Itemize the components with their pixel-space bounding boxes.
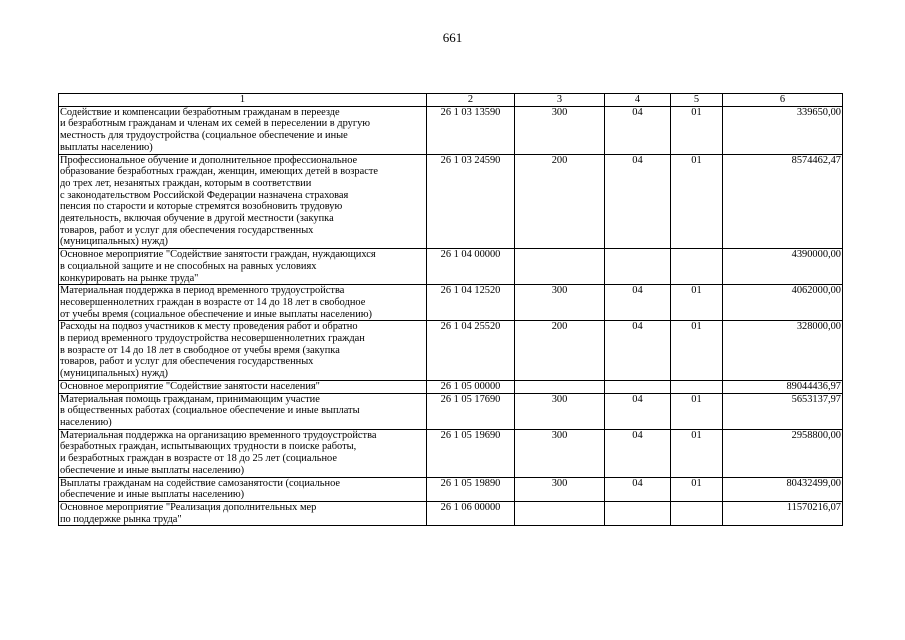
- row-name-line: в возрасте от 14 до 18 лет в свободное от учебы время (закупка: [60, 344, 340, 356]
- row-name-cell: [59, 249, 427, 285]
- row-col4-cell: 04: [605, 321, 671, 381]
- table-row: [59, 501, 843, 525]
- page-number: 661: [442, 30, 463, 45]
- table-row: [59, 285, 843, 321]
- row-code-cell: 26 1 05 17690: [427, 393, 515, 429]
- header-cell-1: 1: [59, 94, 427, 107]
- row-col5-cell: 01: [671, 285, 723, 321]
- row-code-cell: 26 1 03 24590: [427, 154, 515, 249]
- row-name-line: Расходы на подвоз участников к месту проведения работ и обратно: [60, 321, 358, 333]
- row-code-cell: 26 1 04 00000: [427, 249, 515, 285]
- row-code-cell: 26 1 05 19690: [427, 429, 515, 477]
- row-code-cell: 26 1 04 12520: [427, 285, 515, 321]
- row-name-line: в период временного трудоустройства несовершеннолетних граждан: [60, 333, 365, 345]
- row-col3-cell: 300: [515, 285, 605, 321]
- row-name-cell: [59, 321, 427, 381]
- row-name-line: и безработным гражданам и членам их семей в переселении в другую: [60, 118, 371, 130]
- row-col5-cell: [671, 501, 723, 525]
- table-row: [59, 477, 843, 501]
- row-col5-cell: [671, 249, 723, 285]
- row-name-line: конкурировать на рынке труда": [60, 272, 199, 284]
- row-name-line: Материальная помощь гражданам, принимающим участие: [60, 393, 320, 405]
- row-name-line: обеспечение и иные выплаты населению): [60, 489, 245, 501]
- row-name-line: по поддержке рынка труда": [60, 513, 182, 525]
- row-name-line: деятельность, включая обучение в другой местности (закупка: [60, 213, 334, 225]
- row-col4-cell: 04: [605, 154, 671, 249]
- row-sum-cell: 8574462,47: [723, 154, 843, 249]
- row-sum-cell: 4062000,00: [723, 285, 843, 321]
- row-name-line: пенсия по старости и которые стремятся возобновить трудовую: [60, 201, 343, 213]
- row-name-line: Выплаты гражданам на содействие самозанятости (социальное: [60, 477, 341, 489]
- row-sum-cell: 11570216,07: [723, 501, 843, 525]
- row-col4-cell: 04: [605, 106, 671, 154]
- row-name-line: Основное мероприятие "Содействие занятости населения": [60, 380, 320, 392]
- row-col3-cell: 300: [515, 477, 605, 501]
- row-name-line: Содействие и компенсации безработным гражданам в переезде: [60, 106, 340, 118]
- table-row: [59, 154, 843, 249]
- row-col4-cell: 04: [605, 429, 671, 477]
- row-name-cell: [59, 429, 427, 477]
- row-col4-cell: 04: [605, 393, 671, 429]
- row-name-line: обеспечение и иные выплаты населению): [60, 464, 245, 476]
- table-row: [59, 249, 843, 285]
- row-sum-cell: 328000,00: [723, 321, 843, 381]
- row-col3-cell: 300: [515, 393, 605, 429]
- row-col5-cell: 01: [671, 154, 723, 249]
- row-name-line: от учебы время (социальное обеспечение и иные выплаты населению): [60, 308, 373, 320]
- row-code-cell: 26 1 03 13590: [427, 106, 515, 154]
- row-col3-cell: 200: [515, 321, 605, 381]
- row-name-line: местность для трудоустройства (социальное обеспечение и иные: [60, 130, 348, 142]
- budget-table: [58, 93, 843, 526]
- header-cell-4: 4: [605, 94, 671, 107]
- row-col4-cell: 04: [605, 285, 671, 321]
- row-col5-cell: 01: [671, 393, 723, 429]
- table-header-row: [59, 94, 843, 107]
- row-name-line: товаров, работ и услуг для обеспечения государственных: [60, 356, 314, 368]
- row-code-cell: 26 1 05 00000: [427, 380, 515, 393]
- row-name-line: в общественных работах (социальное обеспечение и иные выплаты: [60, 405, 360, 417]
- table-body: [59, 106, 843, 526]
- row-sum-cell: 80432499,00: [723, 477, 843, 501]
- row-sum-cell: 339650,00: [723, 106, 843, 154]
- row-col4-cell: [605, 380, 671, 393]
- row-name-cell: [59, 106, 427, 154]
- header-cell-5: 5: [671, 94, 723, 107]
- row-col5-cell: 01: [671, 477, 723, 501]
- table-row: [59, 429, 843, 477]
- row-name-line: безработных граждан, испытывающих трудности в поиске работы,: [60, 441, 357, 453]
- row-col3-cell: 300: [515, 106, 605, 154]
- table-row: [59, 393, 843, 429]
- header-cell-2: 2: [427, 94, 515, 107]
- table-row: [59, 106, 843, 154]
- row-name-line: и безработных граждан в возрасте от 18 до 25 лет (социальное: [60, 453, 337, 465]
- row-code-cell: 26 1 04 25520: [427, 321, 515, 381]
- table-row: [59, 380, 843, 393]
- row-col5-cell: 01: [671, 321, 723, 381]
- row-sum-cell: 5653137,97: [723, 393, 843, 429]
- row-name-cell: [59, 285, 427, 321]
- row-col4-cell: [605, 249, 671, 285]
- row-name-cell: [59, 501, 427, 525]
- row-name-line: выплаты населению): [60, 141, 153, 153]
- row-name-line: несовершеннолетних граждан в возрасте от 14 до 18 лет в свободное: [60, 296, 366, 308]
- row-col5-cell: 01: [671, 429, 723, 477]
- row-name-line: до трех лет, незанятых граждан, которым в соответствии: [60, 177, 312, 189]
- row-name-line: Основное мероприятие "Содействие занятости граждан, нуждающихся: [60, 249, 376, 261]
- row-col4-cell: [605, 501, 671, 525]
- row-sum-cell: 89044436,97: [723, 380, 843, 393]
- row-name-line: Материальная поддержка в период временного трудоустройства: [60, 285, 345, 297]
- row-name-line: в социальной защите и не способных на равных условиях: [60, 260, 317, 272]
- row-name-cell: [59, 393, 427, 429]
- row-sum-cell: 4390000,00: [723, 249, 843, 285]
- row-sum-cell: 2958800,00: [723, 429, 843, 477]
- row-name-line: с законодательством Российской Федерации назначена страховая: [60, 189, 349, 201]
- row-name-line: Профессиональное обучение и дополнительное профессиональное: [60, 154, 358, 166]
- row-col5-cell: 01: [671, 106, 723, 154]
- row-name-cell: [59, 154, 427, 249]
- row-col4-cell: 04: [605, 477, 671, 501]
- row-name-line: (муниципальных) нужд): [60, 368, 169, 380]
- row-name-line: образование безработных граждан, женщин, имеющих детей в возрасте: [60, 166, 378, 178]
- row-col3-cell: [515, 501, 605, 525]
- row-col3-cell: [515, 249, 605, 285]
- row-col3-cell: 200: [515, 154, 605, 249]
- row-name-line: населению): [60, 416, 112, 428]
- row-code-cell: 26 1 06 00000: [427, 501, 515, 525]
- header-cell-3: 3: [515, 94, 605, 107]
- row-name-line: Материальная поддержка на организацию временного трудоустройства: [60, 429, 377, 441]
- header-cell-6: 6: [723, 94, 843, 107]
- row-col3-cell: 300: [515, 429, 605, 477]
- row-name-line: (муниципальных) нужд): [60, 236, 169, 248]
- row-name-line: товаров, работ и услуг для обеспечения государственных: [60, 224, 314, 236]
- row-name-cell: [59, 380, 427, 393]
- row-col5-cell: [671, 380, 723, 393]
- table-row: [59, 321, 843, 381]
- row-code-cell: 26 1 05 19890: [427, 477, 515, 501]
- row-name-cell: [59, 477, 427, 501]
- row-name-line: Основное мероприятие "Реализация дополнительных мер: [60, 501, 317, 513]
- row-col3-cell: [515, 380, 605, 393]
